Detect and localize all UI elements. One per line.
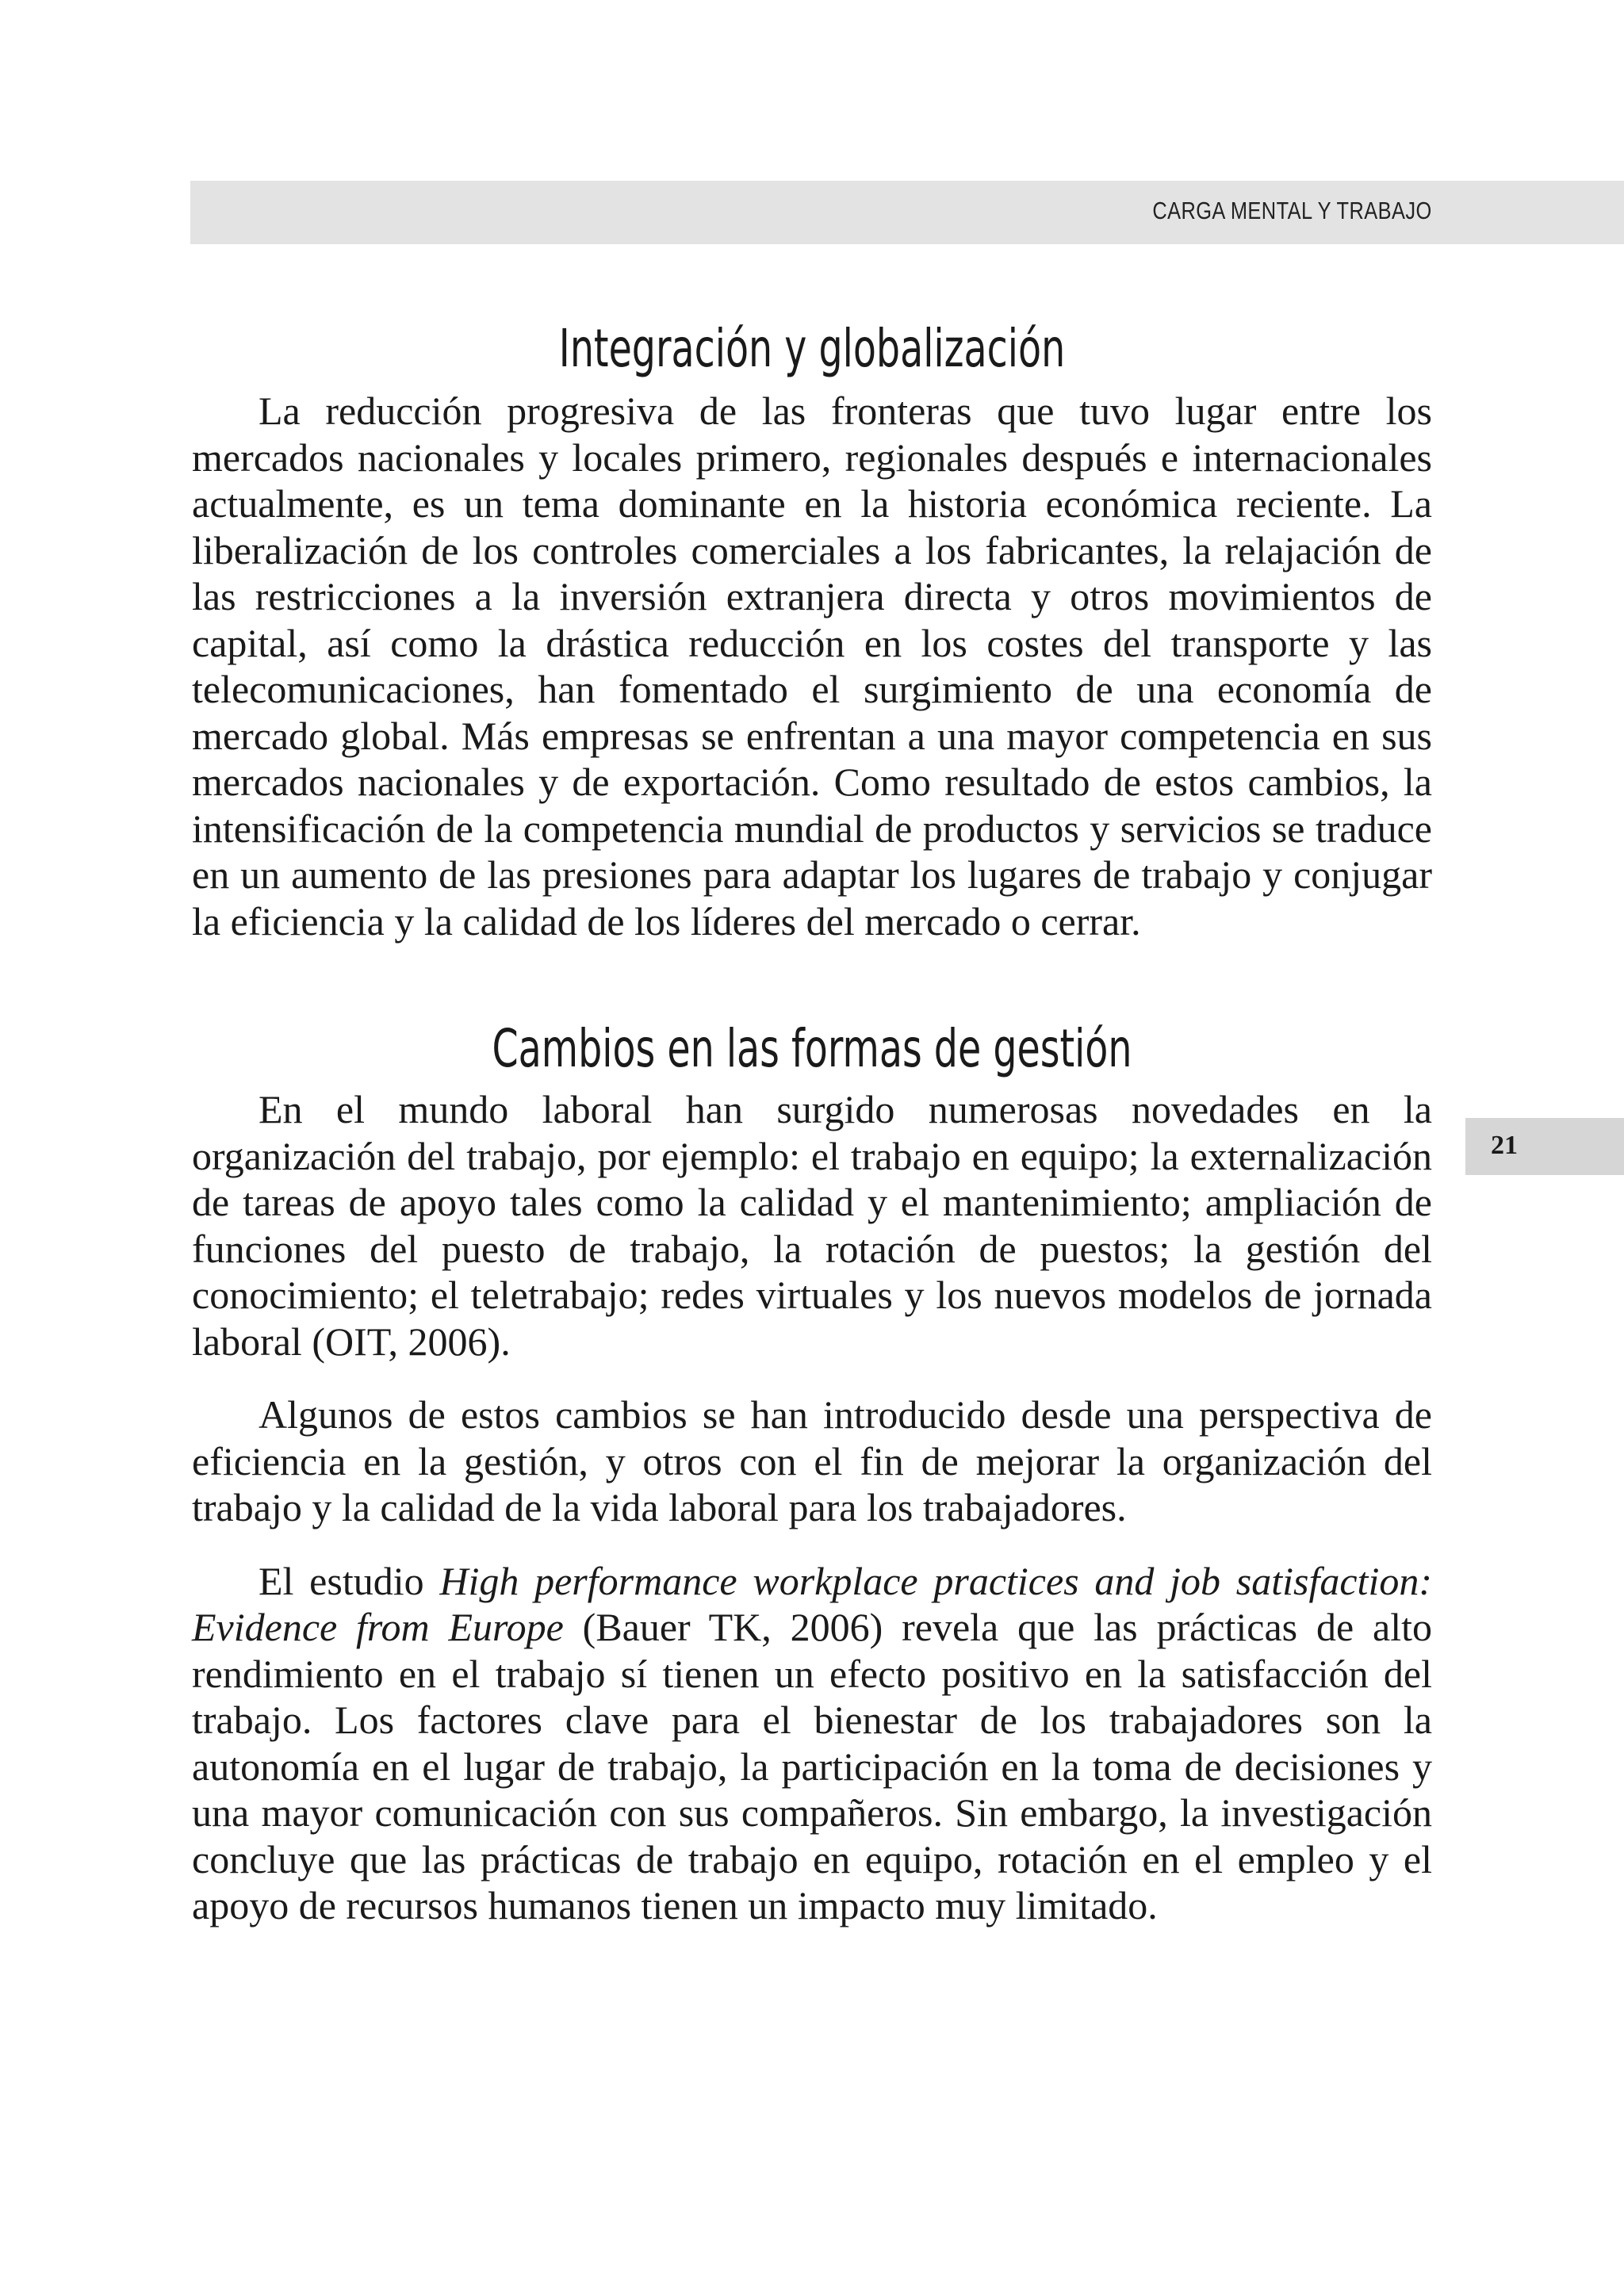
paragraph-novedades: En el mundo laboral han surgido numerosas novedades en la organización del trabajo, por ejemplo: el trabajo en equipo; la externalización de tareas de apoyo tales como la calidad y el mantenimiento; ampliación de funciones del puesto de trabajo, la rotación de puestos; la gestión del conocimiento; el teletrabajo; redes virtuales y los nuevos modelos de jornada laboral (OIT, 2006).: [192, 1087, 1432, 1364]
section-heading-integracion: Integración y globalización: [558, 318, 1066, 379]
section-heading-cambios: Cambios en las formas de gestión: [492, 1018, 1132, 1080]
study-title: High performance workplace practices and job satisfaction: Evidence from Europe: [192, 1558, 1432, 1650]
estudio-lead: El estudio: [259, 1558, 440, 1603]
paragraph-perspectiva: Algunos de estos cambios se han introducido desde una perspectiva de eficiencia en la gestión, y otros con el fin de mejorar la organización del trabajo y la calidad de la vida laboral para los trabajadores.: [192, 1392, 1432, 1530]
page-body: [192, 317, 1432, 1956]
page-number: 21: [1491, 1131, 1518, 1160]
estudio-rest: (Bauer TK, 2006) revela que las prácticas de alto rendimiento en el trabajo sí tienen un efecto positivo en la satisfacción del trabajo. Los factores clave para el bienestar de los trabajadores son la autonomía en el lugar de trabajo, la participación en la toma de decisiones y una mayor comunicación con sus compañeros. Sin embargo, la investigación concluye que las prácticas de trabajo en equipo, rotación en el empleo y el apoyo de recursos humanos tienen un impacto muy limitado.: [192, 1605, 1432, 1928]
running-header-band: [190, 181, 1624, 244]
paragraph-estudio: [192, 1558, 1432, 1929]
page-number-tab: [1465, 1118, 1624, 1175]
running-header-title: CARGA MENTAL Y TRABAJO: [1152, 197, 1432, 224]
paragraph-integracion: La reducción progresiva de las fronteras que tuvo lugar entre los mercados nacionales y locales primero, regionales después e internacionales actualmente, es un tema dominante en la historia económica reciente. La liberalización de los controles comerciales a los fabricantes, la relajación de las restricciones a la inversión extranjera directa y otros movimientos de capital, así como la drástica reducción en los costes del transporte y las telecomunicaciones, han fomentado el surgimiento de una economía de mercado global. Más empresas se enfrentan a una mayor competencia en sus mercados nacionales y de exportación. Como resultado de estos cambios, la intensificación de la competencia mundial de productos y servicios se traduce en un aumento de las presiones para adaptar los lugares de trabajo y conjugar la eficiencia y la calidad de los líderes del mercado o cerrar.: [192, 389, 1432, 944]
